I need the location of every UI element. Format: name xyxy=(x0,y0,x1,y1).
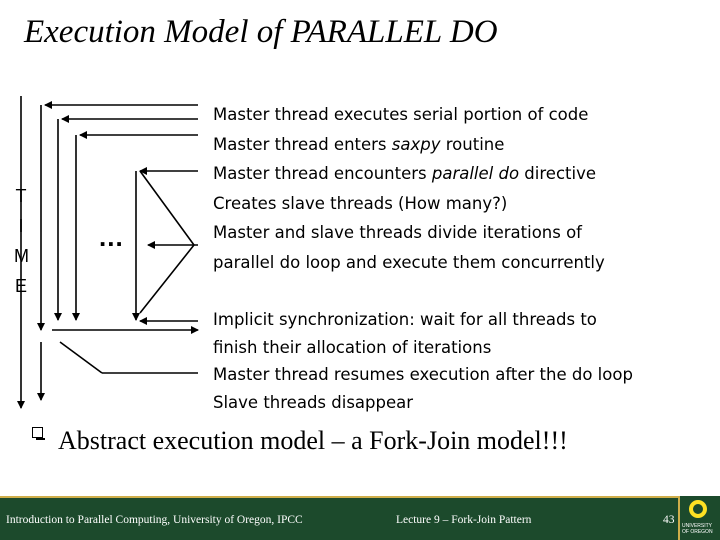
footer-course: Introduction to Parallel Computing, University of Oregon, IPCC xyxy=(6,514,303,526)
desc-line-7: Implicit synchronization: wait for all threads to xyxy=(213,310,597,329)
desc-line-3: Master thread encounters parallel do directive xyxy=(213,164,596,183)
desc-line-5: Master and slave threads divide iterations of xyxy=(213,223,582,242)
desc-group-1 xyxy=(213,100,605,277)
footer-accent-line xyxy=(0,496,678,498)
ellipsis: ... xyxy=(99,222,124,252)
desc-line-1: Master thread executes serial portion of code xyxy=(213,105,589,124)
slide-title: Execution Model of PARALLEL DO xyxy=(24,14,498,50)
desc-line-2: Master thread enters saxpy routine xyxy=(213,134,505,154)
time-letter-t: T xyxy=(15,186,27,206)
university-logo xyxy=(678,496,720,540)
desc-line-9: Master thread resumes execution after the do loop xyxy=(213,365,633,384)
desc-line-10: Slave threads disappear xyxy=(213,392,414,412)
time-letter-m: M xyxy=(14,246,29,266)
bullet-checkbox-icon xyxy=(32,427,43,438)
desc-line-6: parallel do loop and execute them concurrently xyxy=(213,252,605,272)
time-letter-i: I xyxy=(18,216,24,236)
oregon-o-icon xyxy=(689,500,707,518)
footer-page-number: 43 xyxy=(663,514,675,526)
footer-bar xyxy=(0,496,720,540)
time-letter-e: E xyxy=(14,276,27,296)
fork-triangle xyxy=(140,171,194,313)
logo-text: UNIVERSITY OF OREGON xyxy=(682,523,713,535)
desc-group-2 xyxy=(213,306,633,416)
desc-line-4: Creates slave threads (How many?) xyxy=(213,193,508,213)
footer-lecture: Lecture 9 – Fork-Join Pattern xyxy=(396,514,532,526)
bullet-text: Abstract execution model – a Fork-Join model!!! xyxy=(58,426,568,455)
desc-line-8: finish their allocation of iterations xyxy=(213,337,492,357)
resume-diagonal xyxy=(60,342,102,373)
